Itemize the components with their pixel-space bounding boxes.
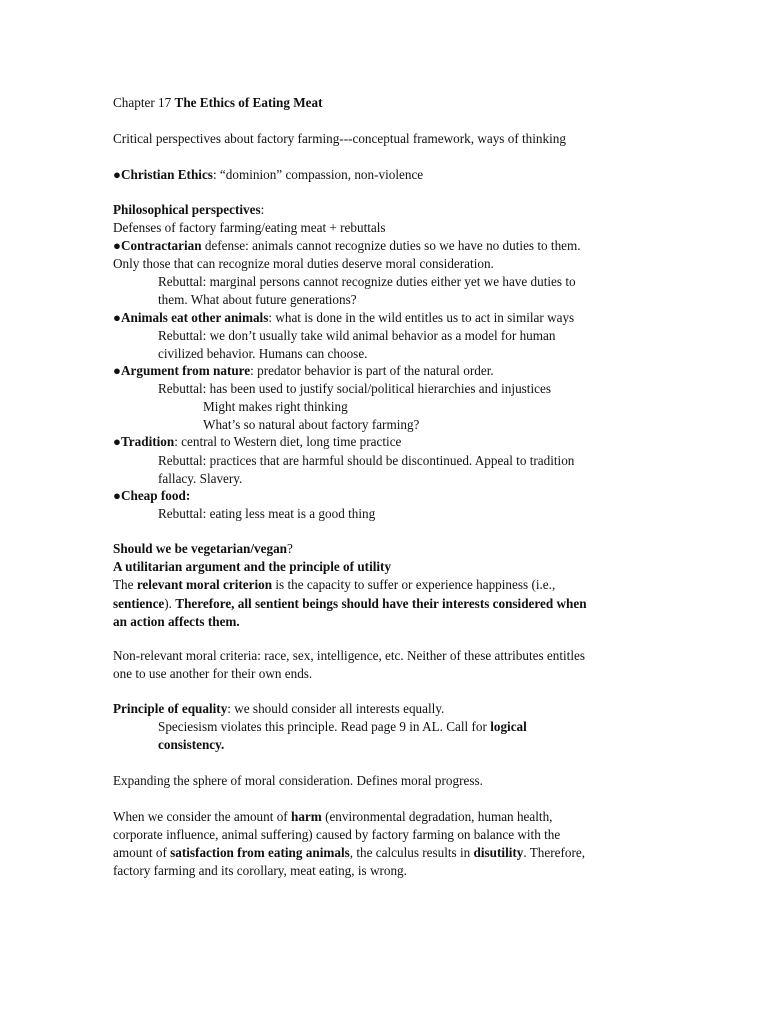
nonrelevant-line2: one to use another for their own ends. — [113, 666, 313, 681]
contractarian-item: ●Contractarian defense: animals cannot recognize duties so we have no duties to them. — [113, 238, 581, 253]
nature-rebuttal: Rebuttal: has been used to justify social/political hierarchies and injustices — [158, 381, 551, 396]
vegetarian-question: Should we be vegetarian/vegan? — [113, 541, 293, 556]
equality-sub1: Speciesism violates this principle. Read page 9 in AL. Call for logical — [158, 719, 527, 734]
christian-ethics-item: ●Christian Ethics: “dominion” compassion, non-violence — [113, 167, 424, 182]
equality-sub2: consistency. — [158, 737, 225, 752]
utilitarian-heading: A utilitarian argument and the principle of utility — [113, 559, 392, 574]
contractarian-rebuttal-cont: them. What about future generations? — [158, 292, 357, 307]
philosophical-subheading: Defenses of factory farming/eating meat + rebuttals — [113, 220, 386, 235]
nature-item: ●Argument from nature: predator behavior is part of the natural order. — [113, 363, 494, 378]
chapter-title-bold: The Ethics of Eating Meat — [174, 95, 323, 110]
utilitarian-line3: an action affects them. — [113, 614, 240, 629]
harm-line3: amount of satisfaction from eating animals, the calculus results in disutility. Therefore, — [113, 845, 586, 860]
bullet: ● — [113, 434, 121, 449]
contractarian-line2: Only those that can recognize moral duties deserve moral consideration. — [113, 256, 494, 271]
bullet: ● — [113, 167, 121, 182]
tradition-rebuttal-cont: fallacy. Slavery. — [158, 471, 243, 486]
chapter-title: Chapter 17 The Ethics of Eating Meat — [113, 95, 323, 110]
bullet: ● — [113, 363, 121, 378]
bullet: ● — [113, 310, 121, 325]
nature-sub2: What’s so natural about factory farming? — [203, 417, 420, 432]
utilitarian-line1: The relevant moral criterion is the capacity to suffer or experience happiness (i.e., — [113, 577, 556, 592]
animals-eat-rebuttal-cont: civilized behavior. Humans can choose. — [158, 346, 368, 361]
harm-line1: When we consider the amount of harm (environmental degradation, human health, — [113, 809, 553, 824]
expanding-line: Expanding the sphere of moral consideration. Defines moral progress. — [113, 773, 483, 788]
tradition-item: ●Tradition: central to Western diet, long time practice — [113, 434, 402, 449]
contractarian-rebuttal: Rebuttal: marginal persons cannot recognize duties either yet we have duties to — [158, 274, 576, 289]
animals-eat-item: ●Animals eat other animals: what is done in the wild entitles us to act in similar ways — [113, 310, 575, 325]
nature-sub1: Might makes right thinking — [203, 399, 348, 414]
bullet: ● — [113, 488, 121, 503]
tradition-rebuttal: Rebuttal: practices that are harmful should be discontinued. Appeal to tradition — [158, 453, 575, 468]
intro-line: Critical perspectives about factory farming---conceptual framework, ways of thinking — [113, 131, 566, 146]
utilitarian-line2: sentience). Therefore, all sentient beings should have their interests considered when — [113, 596, 587, 611]
harm-line2: corporate influence, animal suffering) caused by factory farming on balance with the — [113, 827, 561, 842]
cheap-food-rebuttal: Rebuttal: eating less meat is a good thing — [158, 506, 376, 521]
philosophical-heading: Philosophical perspectives: — [113, 202, 265, 217]
harm-line4: factory farming and its corollary, meat eating, is wrong. — [113, 863, 407, 878]
equality-line: Principle of equality: we should consider all interests equally. — [113, 701, 445, 716]
nonrelevant-line1: Non-relevant moral criteria: race, sex, intelligence, etc. Neither of these attributes entitles — [113, 648, 585, 663]
bullet: ● — [113, 238, 121, 253]
animals-eat-rebuttal: Rebuttal: we don’t usually take wild animal behavior as a model for human — [158, 328, 556, 343]
cheap-food-item: ●Cheap food: — [113, 488, 191, 503]
